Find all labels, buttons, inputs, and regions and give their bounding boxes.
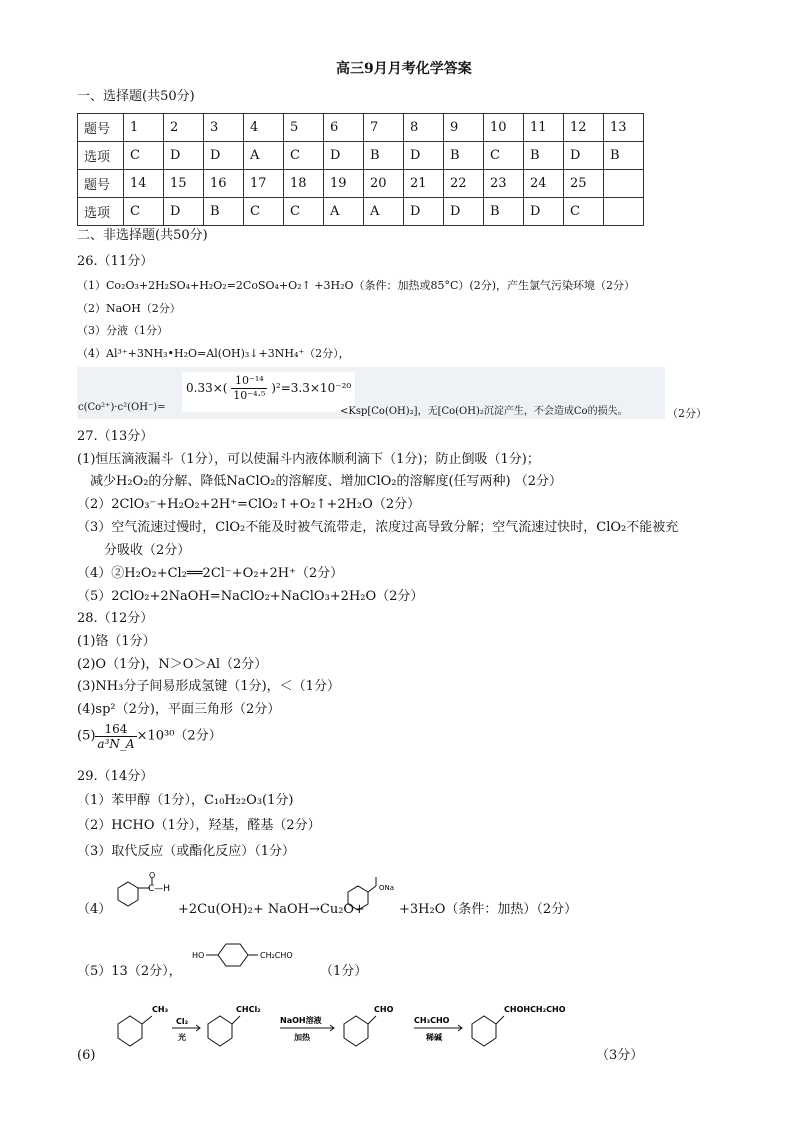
answer-table-row-header: 题号: [78, 170, 124, 198]
answer-table-cell: D: [404, 198, 444, 226]
q27-line2: 减少H₂O₂的分解、降低NaClO₂的溶解度、增加ClO₂的溶解度(任写两种) （2分）: [90, 474, 563, 489]
page-title: 高三9月月考化学答案: [336, 61, 472, 77]
q26-fraction-numerator: 10⁻¹⁴: [231, 374, 267, 389]
q26-formula-fraction: [231, 374, 267, 403]
svg-text:光: 光: [178, 1033, 186, 1042]
section-nonchoice-heading: 二、非选择题(共50分): [77, 228, 208, 243]
q26-formula-left: c(Co²⁺)·c²(OH⁻)=: [78, 402, 166, 413]
answer-table-cell: 21: [404, 170, 444, 198]
benzaldehyde-structure-2: [344, 1005, 394, 1046]
arrow-step2: [280, 1015, 334, 1042]
hydroxyphenylacetaldehyde-structure: [190, 936, 300, 970]
benzaldehyde-structure: [108, 872, 178, 912]
synthesis-route: [108, 998, 588, 1054]
answer-table-cell: D: [164, 142, 204, 170]
q29-line3: （3）取代反应（或酯化反应）（1分）: [77, 844, 296, 859]
q28-l5-numerator: 164: [95, 722, 136, 737]
q27-line5: 分吸收（2分）: [104, 543, 191, 558]
answer-table-cell: D: [204, 142, 244, 170]
q28-line3: (3)NH₃分子间易形成氢键（1分)，＜（1分）: [77, 679, 340, 694]
answer-table-cell: 15: [164, 170, 204, 198]
answer-table-cell: 6: [324, 114, 364, 142]
svg-text:CHCl₂: CHCl₂: [236, 1005, 261, 1014]
answer-table-row-header: 选项: [78, 198, 124, 226]
toluene-structure: [118, 1005, 169, 1046]
q29-line2: （2）HCHO（1分），羟基，醛基（2分）: [77, 818, 321, 833]
answer-table-cell: 4: [244, 114, 284, 142]
answer-table-cell: B: [444, 142, 484, 170]
answer-table-cell: B: [204, 198, 244, 226]
answer-table-cell: A: [244, 142, 284, 170]
q26-formula-score: （2分）: [667, 407, 707, 420]
q29-line1: （1）苯甲醇（1分），C₁₀H₂₂O₃(1分): [77, 793, 294, 808]
q29-l4-tail: +3H₂O（条件：加热）（2分）: [399, 902, 578, 917]
q28-l5-denominator: a³N_A: [97, 737, 135, 751]
answer-table-row: [78, 142, 644, 170]
q26-formula-core: [182, 372, 355, 412]
answer-table-cell: B: [364, 142, 404, 170]
q28-line4: (4)sp²（2分)，平面三角形（2分）: [77, 702, 281, 717]
answer-table-cell: B: [484, 198, 524, 226]
answer-table-cell: 16: [204, 170, 244, 198]
q27-heading: 27.（13分）: [77, 429, 154, 444]
answer-table-cell: B: [524, 142, 564, 170]
answer-table-cell: 23: [484, 170, 524, 198]
answer-table: [77, 113, 644, 226]
q26-line2: （2）NaOH（2分）: [77, 302, 181, 315]
q26-formula-result: )²=3.3×10⁻²⁰: [271, 381, 352, 395]
answer-table-cell: D: [324, 142, 364, 170]
answer-table-cell: D: [444, 198, 484, 226]
svg-text:CH₃: CH₃: [152, 1005, 169, 1014]
answer-table-cell: 25: [564, 170, 604, 198]
answer-table-cell: [604, 170, 644, 198]
svg-text:加热: 加热: [294, 1033, 310, 1042]
q26-line4: （4）Al³⁺+3NH₃•H₂O=Al(OH)₃↓+3NH₄⁺（2分），: [77, 347, 350, 360]
q26-formula-coef: 0.33×(: [186, 381, 228, 395]
answer-table-cell: 2: [164, 114, 204, 142]
q27-line1: (1)恒压滴液漏斗（1分），可以使漏斗内液体顺利滴下（1分)；防止倒吸（1分)；: [77, 452, 540, 467]
answer-table-cell: C: [244, 198, 284, 226]
answer-table-cell: D: [564, 142, 604, 170]
answer-table-row: [78, 198, 644, 226]
svg-text:CH₃CHO: CH₃CHO: [414, 1016, 450, 1025]
answer-table-cell: C: [124, 142, 164, 170]
q26-heading: 26.（11分）: [77, 254, 154, 269]
svg-text:CHO: CHO: [374, 1005, 394, 1014]
answer-table-cell: C: [284, 198, 324, 226]
q27-line6: （4）②H₂O₂+Cl₂══2Cl⁻+O₂+2H⁺（2分）: [77, 566, 344, 581]
q27-line4: （3）空气流速过慢时，ClO₂不能及时被气流带走，浓度过高导致分解；空气流速过快时，ClO₂不能被充: [77, 520, 679, 535]
q27-line7: （5）2ClO₂+2NaOH=NaClO₂+NaClO₃+2H₂O（2分）: [77, 589, 424, 604]
answer-table-cell: 19: [324, 170, 364, 198]
answer-table-cell: D: [404, 142, 444, 170]
answer-table-cell: A: [324, 198, 364, 226]
struct5-ch2cho-label: CH₂CHO: [260, 951, 293, 960]
answer-table-cell: 3: [204, 114, 244, 142]
q29-heading: 29.（14分）: [77, 769, 154, 784]
answer-table-row-header: 选项: [78, 142, 124, 170]
answer-table-cell: 9: [444, 114, 484, 142]
answer-table-cell: 13: [604, 114, 644, 142]
benzal-chloride-structure: [208, 1005, 261, 1046]
answer-table-cell: C: [284, 142, 324, 170]
answer-table-cell: 5: [284, 114, 324, 142]
answer-table-row: [78, 170, 644, 198]
q29-l5-label: （5）13（2分），: [77, 964, 182, 979]
answer-table-cell: 18: [284, 170, 324, 198]
answer-table-cell: 22: [444, 170, 484, 198]
answer-table-cell: C: [124, 198, 164, 226]
answer-table-row: [78, 114, 644, 142]
svg-text:NaOH溶液: NaOH溶液: [280, 1016, 322, 1025]
q26-fraction-denominator: 10⁻⁴·⁵: [233, 389, 266, 402]
q28-line5: [77, 722, 222, 751]
arrow-step1: [172, 1017, 200, 1042]
q29-l5-score: （1分）: [320, 964, 368, 979]
q29-l6-label: (6): [77, 1048, 96, 1063]
svg-text:Cl₂: Cl₂: [176, 1017, 189, 1026]
q28-l5-suffix: ×10³⁰（2分）: [136, 728, 222, 744]
answer-table-cell: [604, 198, 644, 226]
q26-formula-tail: <Ksp[Co(OH)₂]，无[Co(OH)₂沉淀产生，不会造成Co的损失。: [340, 406, 628, 417]
answer-table-cell: 20: [364, 170, 404, 198]
answer-table-cell: 10: [484, 114, 524, 142]
sodium-benzoate-structure: [336, 872, 398, 918]
answer-table-cell: 24: [524, 170, 564, 198]
answer-table-cell: 12: [564, 114, 604, 142]
q29-l4-label: （4）: [77, 902, 112, 917]
answer-table-cell: 1: [124, 114, 164, 142]
answer-table-cell: 7: [364, 114, 404, 142]
q28-line2: (2)O（1分)，N＞O＞Al（2分）: [77, 657, 268, 672]
svg-text:稀碱: 稀碱: [426, 1033, 442, 1042]
benzoate-ona-label: ONa: [379, 884, 395, 892]
answer-table-row-header: 题号: [78, 114, 124, 142]
svg-text:CHOHCH₂CHO: CHOHCH₂CHO: [504, 1005, 566, 1014]
answer-table-cell: B: [604, 142, 644, 170]
q27-line3: （2）2ClO₃⁻+H₂O₂+2H⁺=ClO₂↑+O₂↑+2H₂O（2分）: [77, 497, 421, 512]
struct5-ho-label: HO: [192, 951, 205, 960]
q28-l5-fraction: [95, 722, 136, 751]
answer-table-cell: C: [564, 198, 604, 226]
benzaldehyde-ch-label: C—H: [148, 884, 171, 894]
q28-line1: (1)铬（1分）: [77, 634, 156, 649]
section-choice-heading: 一、选择题(共50分): [77, 89, 195, 104]
answer-table-cell: 8: [404, 114, 444, 142]
arrow-step3: [414, 1016, 462, 1042]
answer-table-cell: A: [364, 198, 404, 226]
q26-line3: （3）分液（1分）: [77, 324, 168, 337]
q28-l5-prefix: (5): [77, 728, 96, 744]
benzaldehyde-o-label: O: [149, 872, 156, 880]
answer-table-cell: 14: [124, 170, 164, 198]
q29-l6-score: （3分）: [596, 1048, 644, 1063]
answer-table-cell: 17: [244, 170, 284, 198]
answer-table-cell: D: [524, 198, 564, 226]
answer-table-cell: 11: [524, 114, 564, 142]
q28-heading: 28.（12分）: [77, 611, 154, 626]
q29-l4-middle: +2Cu(OH)₂+ NaOH→Cu₂O+: [178, 902, 365, 917]
product-structure: [472, 1005, 566, 1046]
answer-table-cell: C: [484, 142, 524, 170]
q26-line1: （1）Co₂O₃+2H₂SO₄+H₂O₂=2CoSO₄+O₂↑ +3H₂O（条件：加热或85°C）(2分)，产生氯气污染环境（2分）: [77, 279, 636, 292]
answer-table-cell: D: [164, 198, 204, 226]
